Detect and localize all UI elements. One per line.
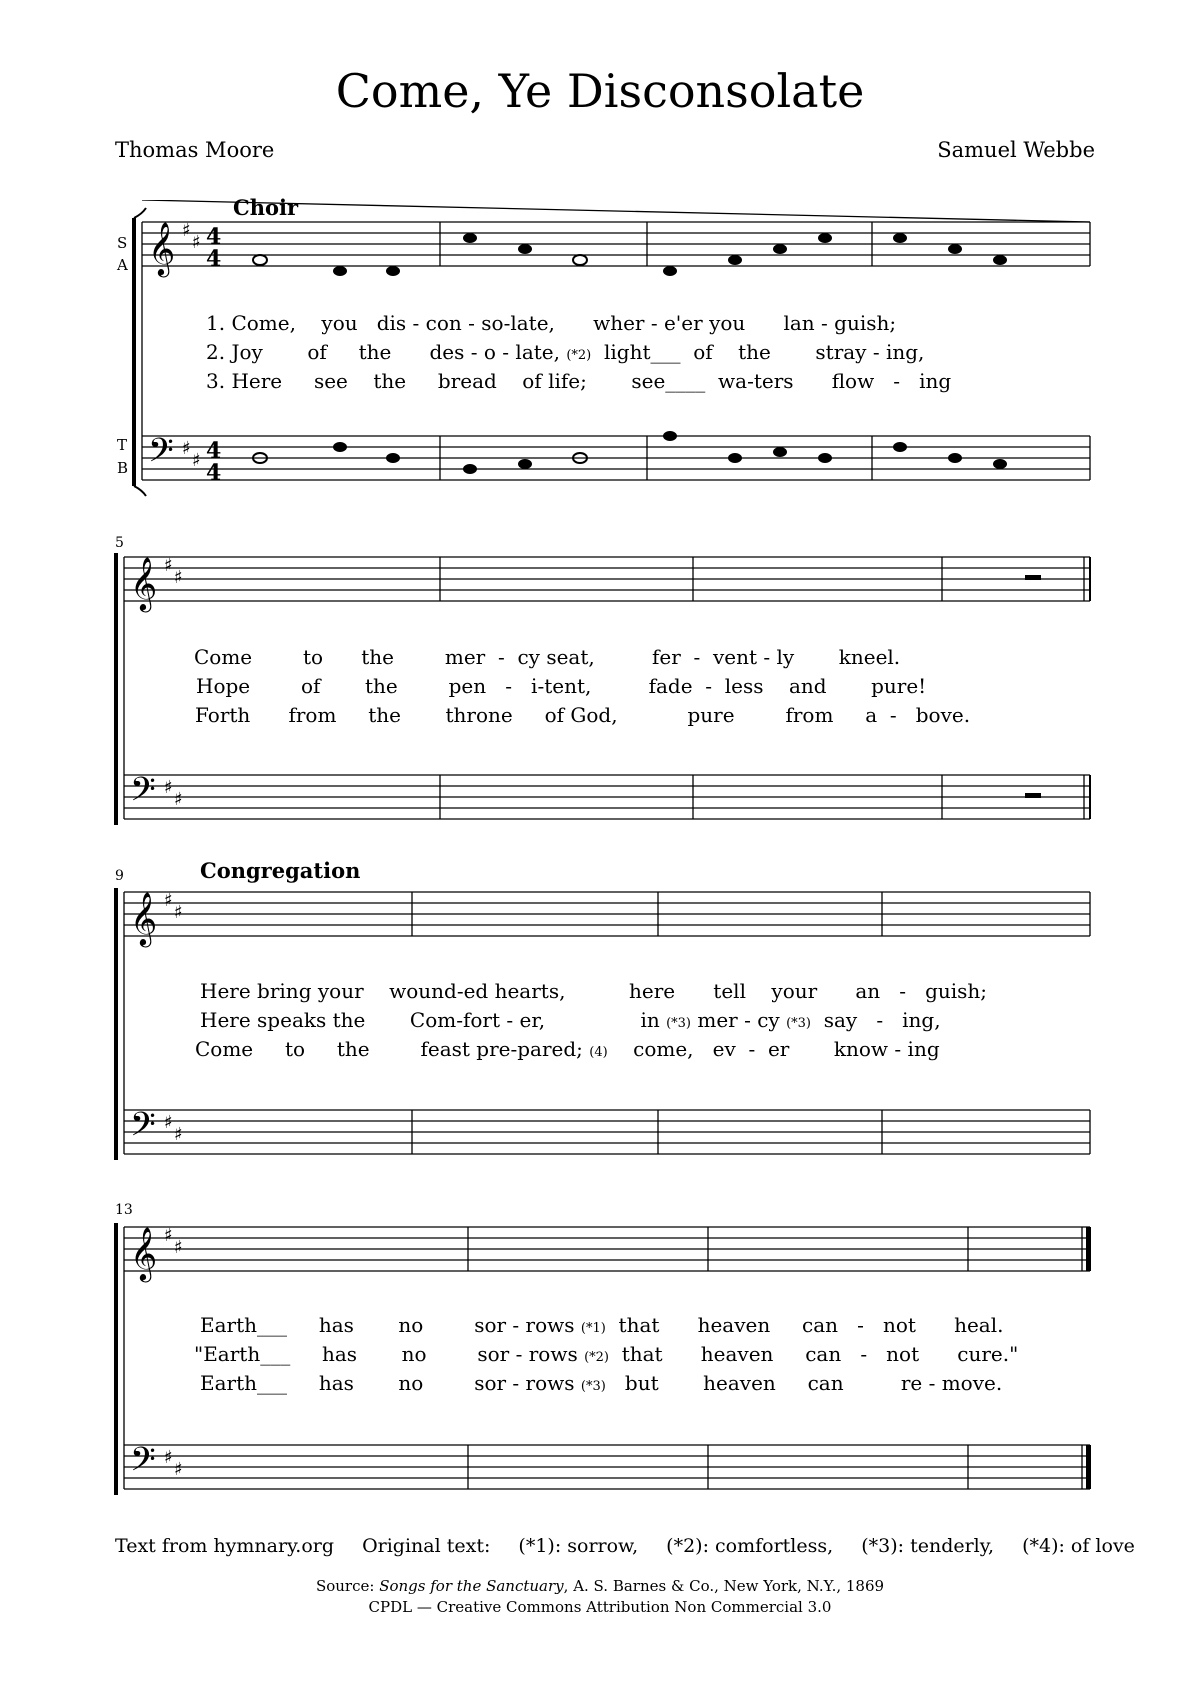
lyric-word: guish; bbox=[925, 979, 988, 1003]
lyric-word: guish; bbox=[834, 311, 897, 335]
svg-text:♯: ♯ bbox=[164, 777, 173, 798]
lyric-word: come, bbox=[633, 1037, 694, 1061]
lyric-hyphen: - bbox=[747, 369, 754, 393]
lyric-word: see bbox=[631, 369, 666, 393]
lyric-word: the bbox=[364, 674, 398, 698]
lyric-word: but bbox=[624, 1371, 659, 1395]
lyric-word: sor bbox=[474, 1371, 507, 1395]
soprano-label: S bbox=[117, 234, 128, 252]
lyric-word: sor bbox=[477, 1342, 510, 1366]
lyric-word: stray bbox=[815, 340, 867, 364]
poet-name: Thomas Moore bbox=[115, 138, 275, 162]
lyric-word: wher bbox=[593, 311, 645, 335]
lyric-word: that bbox=[621, 1342, 663, 1366]
lyric-word: "Earth bbox=[194, 1342, 261, 1366]
lyric-hyphen: - bbox=[693, 645, 701, 669]
system-4-verse-1: Earth___ has no sor - rows (*1) that heaven can - not heal. bbox=[200, 1313, 1004, 1337]
lyric-word: not bbox=[882, 1313, 916, 1337]
lyric-word: Here bbox=[231, 369, 283, 393]
lyric-word: Here bbox=[200, 979, 251, 1003]
svg-text:♯: ♯ bbox=[174, 1237, 183, 1258]
lyric-word: cure." bbox=[957, 1342, 1019, 1366]
svg-text:𝄢: 𝄢 bbox=[130, 771, 156, 817]
lyric-word: an bbox=[855, 979, 881, 1003]
lyric-word: and bbox=[788, 674, 827, 698]
lyric-hyphen: - bbox=[497, 645, 505, 669]
lyric-word: not bbox=[886, 1342, 920, 1366]
system-3-verse-2 bbox=[200, 1008, 941, 1032]
lyric-word: speaks bbox=[257, 1008, 327, 1032]
lyric-word: know bbox=[833, 1037, 889, 1061]
lyric-word: the bbox=[361, 645, 395, 669]
lyric-hyphen: - bbox=[456, 979, 464, 1003]
lyric-hyphen: - bbox=[506, 1008, 514, 1032]
lyric-word: heaven bbox=[703, 1371, 776, 1395]
lyric-word: re bbox=[900, 1371, 923, 1395]
lyric-word: kneel. bbox=[838, 645, 901, 669]
lyric-word: cy bbox=[757, 1008, 780, 1032]
lyric-hyphen: - bbox=[510, 1037, 518, 1061]
original-text-label: Original text: bbox=[362, 1535, 491, 1557]
system-2-verse-3 bbox=[195, 703, 970, 727]
footnote: (*1): sorrow, bbox=[518, 1535, 639, 1557]
lyric-hyphen: - bbox=[857, 1313, 864, 1337]
lyric-word: pen bbox=[448, 674, 487, 698]
svg-text:♯: ♯ bbox=[192, 232, 201, 253]
lyric-word: your bbox=[317, 979, 364, 1003]
lyric-word: heaven bbox=[700, 1342, 774, 1366]
footnote-mark: (*3) bbox=[580, 1379, 606, 1394]
lyric-hyphen: - bbox=[821, 311, 828, 335]
lyric-word: fade bbox=[648, 674, 693, 698]
lyric-word: the bbox=[368, 703, 401, 727]
lyric-word: bread bbox=[437, 369, 497, 393]
lyric-word: Com bbox=[409, 1008, 457, 1032]
source-book: Songs for the Sanctuary bbox=[379, 1577, 564, 1595]
tenor-label: T bbox=[117, 436, 128, 454]
lyric-word: the bbox=[358, 340, 392, 364]
system-2-verse-2 bbox=[196, 674, 926, 698]
footnote-mark: (*3) bbox=[666, 1016, 692, 1031]
lyric-hyphen: - bbox=[899, 979, 906, 1003]
svg-text:♯: ♯ bbox=[164, 1112, 173, 1133]
lyric-word: has bbox=[322, 1342, 358, 1366]
lyric-word: can bbox=[807, 1371, 844, 1395]
choir-label: Choir bbox=[233, 195, 299, 220]
lyric-word: say bbox=[823, 1008, 858, 1032]
svg-text:4: 4 bbox=[206, 224, 222, 250]
lyric-word: o bbox=[483, 340, 496, 364]
lyric-word: late, bbox=[515, 340, 560, 364]
lyric-word: 1. bbox=[206, 311, 226, 335]
lyric-word: the bbox=[738, 340, 771, 364]
lyric-word: a bbox=[865, 703, 878, 727]
system-3-verse-3 bbox=[195, 1037, 940, 1061]
footer-notes bbox=[115, 1535, 1157, 1557]
svg-text:♯: ♯ bbox=[182, 438, 191, 459]
lyric-word: rows bbox=[528, 1342, 578, 1366]
svg-text:𝄞: 𝄞 bbox=[148, 221, 176, 275]
lyric-hyphen: - bbox=[412, 311, 420, 335]
svg-text:𝄞: 𝄞 bbox=[130, 891, 158, 945]
svg-text:♯: ♯ bbox=[174, 789, 183, 810]
lyric-word: Earth bbox=[200, 1313, 258, 1337]
lyric-word: ev bbox=[712, 1037, 736, 1061]
lyric-word: hearts, bbox=[494, 979, 566, 1003]
lyric-word: you bbox=[321, 311, 358, 335]
lyric-word: ters bbox=[753, 369, 794, 393]
footnote-mark: (*2) bbox=[584, 1350, 609, 1365]
lyric-word: your bbox=[771, 979, 818, 1003]
lyric-word: of bbox=[544, 703, 565, 727]
lyric-word: dis bbox=[376, 311, 407, 335]
svg-text:𝄞: 𝄞 bbox=[130, 556, 158, 610]
lyric-word: from bbox=[288, 703, 337, 727]
lyric-word: move. bbox=[941, 1371, 1003, 1395]
lyric-hyphen: - bbox=[650, 311, 658, 335]
footnote-mark: (4) bbox=[589, 1045, 608, 1060]
lyric-hyphen: - bbox=[928, 1371, 936, 1395]
lyric-hyphen: - bbox=[515, 1342, 523, 1366]
lyric-word: 3. bbox=[206, 369, 226, 393]
lyric-hyphen: - bbox=[763, 645, 771, 669]
lyric-word: life; bbox=[548, 369, 587, 393]
system-1-verse-1 bbox=[206, 311, 896, 335]
lyric-word: fer bbox=[651, 645, 681, 669]
lyric-word: can bbox=[802, 1313, 839, 1337]
lyric-word: Joy bbox=[231, 340, 263, 364]
lyric-hyphen: - bbox=[468, 311, 475, 335]
measure-number: 5 bbox=[115, 535, 124, 551]
svg-text:♯: ♯ bbox=[192, 450, 201, 471]
lyric-word: heaven bbox=[697, 1313, 771, 1337]
lyric-hyphen: - bbox=[744, 1008, 751, 1032]
lyric-word: i bbox=[531, 674, 538, 698]
lyric-hyphen: - bbox=[512, 1313, 520, 1337]
lyric-word: vent bbox=[712, 645, 758, 669]
lyric-word: bring bbox=[257, 979, 312, 1003]
svg-text:𝄞: 𝄞 bbox=[130, 1226, 158, 1280]
lyric-word: pure! bbox=[871, 674, 927, 698]
footnote-mark: (*2) bbox=[566, 348, 592, 363]
lyric-word: ing, bbox=[885, 340, 925, 364]
footnote: (*3): tenderly, bbox=[861, 1535, 995, 1557]
lyric-word: fort bbox=[462, 1008, 501, 1032]
composer-name: Samuel Webbe bbox=[937, 138, 1095, 162]
svg-text:♯: ♯ bbox=[174, 902, 183, 923]
lyric-hyphen: - bbox=[893, 369, 901, 393]
lyric-word: Come bbox=[195, 1037, 254, 1061]
lyric-word: wa bbox=[718, 369, 748, 393]
svg-text:♯: ♯ bbox=[164, 555, 173, 576]
lyric-word: of bbox=[300, 674, 321, 698]
lyric-hyphen: - bbox=[503, 311, 511, 335]
lyric-word: pre bbox=[476, 1037, 511, 1061]
measure-number: 13 bbox=[115, 1202, 133, 1218]
bass-label: B bbox=[117, 459, 129, 477]
svg-text:♯: ♯ bbox=[164, 1225, 173, 1246]
lyric-hyphen: - bbox=[505, 674, 512, 698]
lyric-hyphen: - bbox=[456, 1008, 463, 1032]
lyric-word: ing, bbox=[902, 1008, 941, 1032]
lyric-word: ing bbox=[907, 1037, 940, 1061]
lyric-word: from bbox=[785, 703, 834, 727]
lyric-word: in bbox=[640, 1008, 660, 1032]
lyric-word: des bbox=[429, 340, 465, 364]
lyric-word: mer bbox=[697, 1008, 738, 1032]
lyric-word: here bbox=[629, 979, 676, 1003]
lyric-word: Forth bbox=[195, 703, 251, 727]
alto-label: A bbox=[117, 256, 128, 274]
footnote-mark: (*3) bbox=[786, 1016, 812, 1031]
lyric-word: no bbox=[401, 1342, 427, 1366]
lyric-word: no bbox=[398, 1371, 424, 1395]
system-4-verse-3: Earth___ has no sor - rows (*3) but heaven can re - move. bbox=[200, 1371, 1003, 1395]
svg-text:4: 4 bbox=[206, 460, 222, 486]
lyric-word: con bbox=[425, 311, 462, 335]
lyric-word: Here bbox=[200, 1008, 251, 1032]
lyric-word: ly bbox=[776, 645, 795, 669]
lyric-word: rows bbox=[525, 1371, 575, 1395]
license-line: CPDL — Creative Commons Attribution Non Commercial 3.0 bbox=[368, 1598, 832, 1616]
lyric-word: of bbox=[307, 340, 327, 364]
lyric-word: tell bbox=[713, 979, 746, 1003]
lyric-word: late, bbox=[510, 311, 555, 335]
svg-text:4: 4 bbox=[206, 438, 222, 464]
lyric-word: cy bbox=[517, 645, 540, 669]
lyric-word: e'er bbox=[663, 311, 703, 335]
system-3-verse-1 bbox=[200, 979, 987, 1003]
svg-text:♯: ♯ bbox=[164, 1447, 173, 1468]
lyric-word: flow bbox=[831, 369, 875, 393]
lyric-word: rows bbox=[525, 1313, 575, 1337]
svg-text:♯: ♯ bbox=[174, 1124, 183, 1145]
system-2-verse-1 bbox=[194, 645, 900, 669]
lyric-word: er bbox=[767, 1037, 790, 1061]
lyric-hyphen: - bbox=[512, 1371, 520, 1395]
lyric-word: you bbox=[709, 311, 746, 335]
system-1-verse-2: 2. Joy of the des - o - late, (*2) light___ of the stray - ing, bbox=[206, 340, 925, 364]
lyric-word: sor bbox=[474, 1313, 507, 1337]
lyric-word: of bbox=[522, 369, 542, 393]
svg-text:𝄢: 𝄢 bbox=[130, 1441, 156, 1487]
source-citation bbox=[0, 1577, 1200, 1595]
lyric-word: heal. bbox=[954, 1313, 1004, 1337]
lyric-word: bove. bbox=[915, 703, 971, 727]
lyric-word: mer bbox=[444, 645, 486, 669]
lyric-hyphen: - bbox=[872, 340, 880, 364]
svg-text:𝄢: 𝄢 bbox=[148, 432, 174, 478]
svg-text:♯: ♯ bbox=[182, 220, 191, 241]
lyric-word: to bbox=[303, 645, 324, 669]
lyric-hyphen: - bbox=[894, 1037, 902, 1061]
lyric-hyphen: - bbox=[748, 1037, 756, 1061]
lyric-word: pared; bbox=[517, 1037, 583, 1061]
lyric-hyphen: - bbox=[470, 340, 478, 364]
lyric-hyphen: - bbox=[876, 1008, 884, 1032]
svg-text:4: 4 bbox=[206, 246, 222, 272]
lyric-word: has bbox=[318, 1371, 354, 1395]
system-1-verse-3: 3. Here see the bread of life; see____ wa-ters flow - ing bbox=[206, 369, 952, 393]
lyric-word: er, bbox=[519, 1008, 546, 1032]
lyric-word: God, bbox=[570, 703, 618, 727]
lyric-hyphen: - bbox=[537, 674, 545, 698]
lyric-word: Come bbox=[194, 645, 253, 669]
lyric-word: pure bbox=[687, 703, 735, 727]
svg-text:♯: ♯ bbox=[174, 567, 183, 588]
lyric-word: the bbox=[332, 1008, 366, 1032]
lyric-word: throne bbox=[445, 703, 513, 727]
svg-text:♯: ♯ bbox=[164, 890, 173, 911]
lyric-word: feast bbox=[420, 1037, 470, 1061]
lyric-word: can bbox=[805, 1342, 842, 1366]
lyric-word: 2. bbox=[206, 340, 226, 364]
svg-text:𝄢: 𝄢 bbox=[130, 1106, 156, 1152]
lyric-word: see bbox=[313, 369, 348, 393]
hymn-title: Come, Ye Disconsolate bbox=[335, 64, 865, 118]
lyric-word: the bbox=[336, 1037, 370, 1061]
lyric-word: wound bbox=[389, 979, 457, 1003]
lyric-word: ing bbox=[919, 369, 952, 393]
text-source: Text from hymnary.org bbox=[115, 1535, 335, 1557]
lyric-hyphen: - bbox=[860, 1342, 868, 1366]
footnote-mark: (*1) bbox=[580, 1321, 606, 1336]
footnote: (*2): comfortless, bbox=[666, 1535, 834, 1557]
lyric-hyphen: - bbox=[502, 340, 510, 364]
lyric-word: so bbox=[481, 311, 504, 335]
lyric-word: the bbox=[373, 369, 407, 393]
lyric-word: to bbox=[284, 1037, 306, 1061]
source-details: , A. S. Barnes & Co., New York, N.Y., 1869 bbox=[563, 1577, 885, 1595]
lyric-word: ed bbox=[463, 979, 489, 1003]
congregation-label: Congregation bbox=[200, 858, 361, 883]
lyric-word: seat, bbox=[546, 645, 595, 669]
lyric-word: light bbox=[603, 340, 651, 364]
footnote: (*4): of love bbox=[1022, 1535, 1135, 1557]
lyric-word: tent, bbox=[544, 674, 592, 698]
lyric-word: less bbox=[724, 674, 764, 698]
lyric-hyphen: - bbox=[705, 674, 713, 698]
lyric-word: lan bbox=[783, 311, 815, 335]
lyric-word: Come, bbox=[231, 311, 296, 335]
lyric-word: has bbox=[318, 1313, 354, 1337]
svg-text:♯: ♯ bbox=[174, 1459, 183, 1480]
lyric-word: Earth bbox=[200, 1371, 258, 1395]
lyric-word: of bbox=[693, 340, 713, 364]
measure-number: 9 bbox=[115, 868, 124, 884]
system-4-verse-2: "Earth___ has no sor - rows (*2) that heaven can - not cure." bbox=[194, 1342, 1019, 1366]
lyric-word: that bbox=[618, 1313, 660, 1337]
lyric-word: no bbox=[398, 1313, 424, 1337]
lyric-word: Hope bbox=[196, 674, 251, 698]
lyric-hyphen: - bbox=[889, 703, 897, 727]
source-prefix: Source: bbox=[315, 1577, 375, 1595]
